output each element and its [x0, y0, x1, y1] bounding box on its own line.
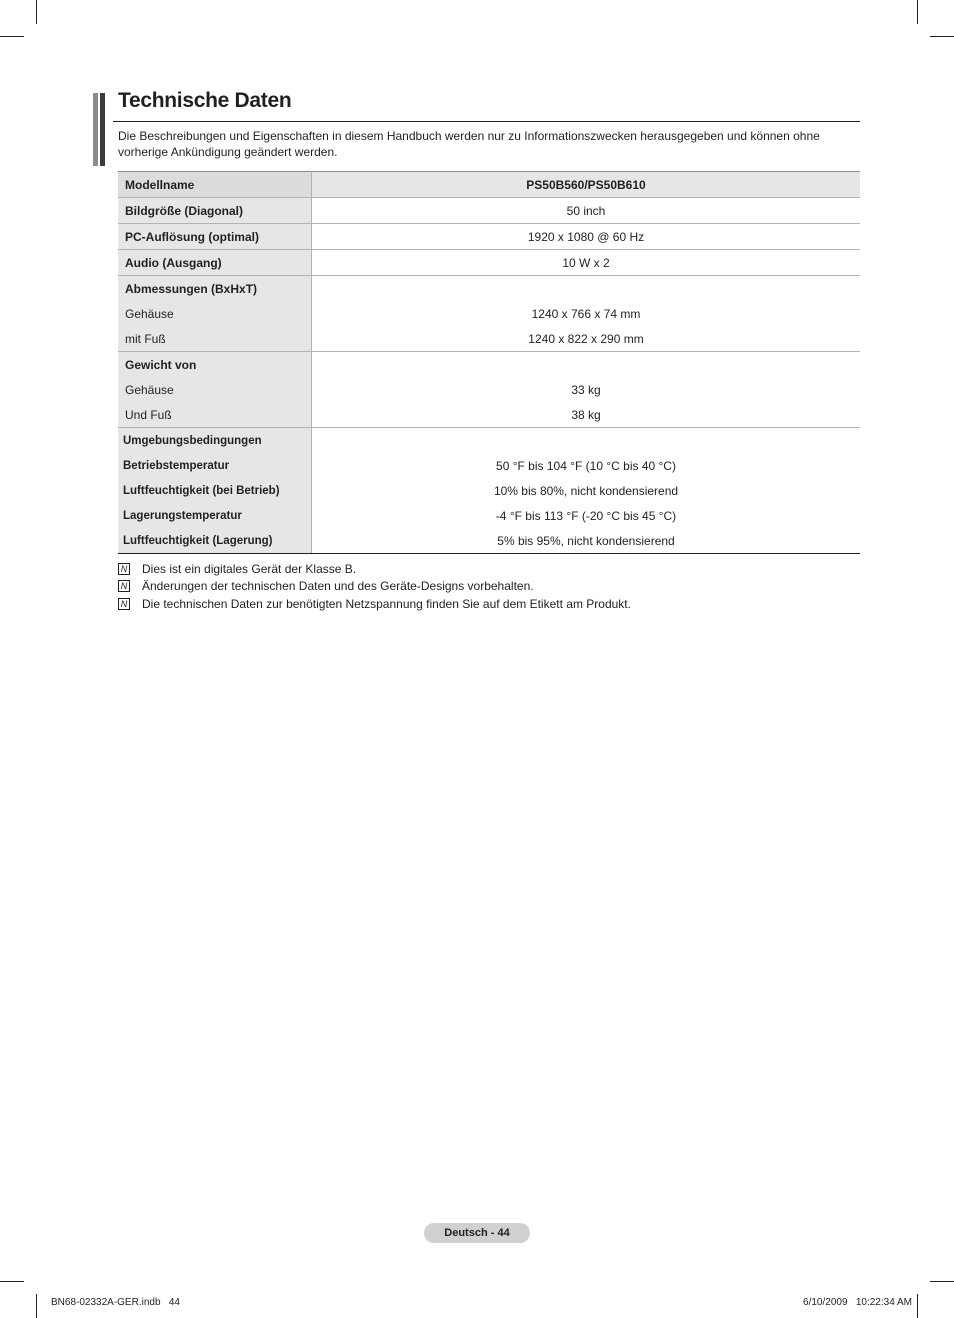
spec-label: Luftfeuchtigkeit (bei Betrieb): [118, 478, 312, 503]
spec-value: 1920 x 1080 @ 60 Hz: [312, 224, 861, 250]
spec-group-label: Gewicht von: [118, 352, 312, 378]
table-row: [118, 428, 860, 454]
table-row: [118, 326, 860, 352]
footer-timestamp: 6/10/2009 10:22:34 AM: [803, 1297, 912, 1308]
page-title: Technische Daten: [118, 89, 292, 112]
table-row: [118, 528, 860, 554]
spec-value: [312, 428, 861, 454]
crop-mark: [930, 1281, 954, 1282]
spec-label: Und Fuß: [118, 402, 312, 428]
spec-table: [118, 171, 860, 554]
table-row: [118, 224, 860, 250]
spec-label: Betriebstemperatur: [118, 453, 312, 478]
page-number: Deutsch - 44: [424, 1223, 530, 1243]
note-icon: N: [118, 563, 130, 575]
spec-label: Gehäuse: [118, 377, 312, 402]
spec-label: Gehäuse: [118, 301, 312, 326]
spec-value: 50 inch: [312, 198, 861, 224]
spec-group-label: Abmessungen (BxHxT): [118, 276, 312, 302]
crop-mark: [917, 1294, 918, 1318]
list-item: [118, 595, 631, 613]
note-icon: N: [118, 580, 130, 592]
table-row: [118, 402, 860, 428]
table-row: [118, 276, 860, 302]
spec-label: Modellname: [118, 172, 312, 198]
intro-text: Die Beschreibungen und Eigenschaften in diesem Handbuch werden nur zu Informationszwecken herausgegeben und können ohne vorherige Ankündigung geändert werden.: [118, 129, 820, 159]
note-text: Dies ist ein digitales Gerät der Klasse B.: [142, 561, 357, 576]
title-accent-bar: [100, 93, 105, 166]
crop-mark: [36, 0, 37, 24]
spec-value: 10% bis 80%, nicht kondensierend: [493, 483, 679, 498]
table-row: [118, 352, 860, 378]
table-row: [118, 198, 860, 224]
table-row: [118, 377, 860, 402]
table-row: [118, 478, 860, 503]
spec-value: 50 °F bis 104 °F (10 °C bis 40 °C): [496, 458, 676, 473]
spec-value: 10 W x 2: [312, 250, 861, 276]
notes-list: [118, 560, 631, 613]
spec-value: -4 °F bis 113 °F (-20 °C bis 45 °C): [495, 508, 677, 523]
spec-value: 38 kg: [571, 407, 601, 422]
spec-value: [312, 352, 861, 378]
footer-file: BN68-02332A-GER.indb 44: [51, 1297, 180, 1308]
list-item: [118, 578, 631, 596]
spec-value: 1240 x 822 x 290 mm: [528, 331, 644, 346]
note-text: Die technischen Daten zur benötigten Netzspannung finden Sie auf dem Etikett am Produkt.: [142, 596, 631, 611]
crop-mark: [0, 1281, 24, 1282]
spec-label: Lagerungstemperatur: [118, 503, 312, 528]
note-icon: N: [118, 598, 130, 610]
title-accent-bar: [93, 93, 98, 166]
spec-value: PS50B560/PS50B610: [312, 172, 861, 198]
crop-mark: [930, 36, 954, 37]
table-row: [118, 172, 860, 198]
spec-label: Audio (Ausgang): [118, 250, 312, 276]
spec-label: Bildgröße (Diagonal): [118, 198, 312, 224]
crop-mark: [0, 36, 24, 37]
spec-value: [312, 276, 861, 302]
crop-mark: [36, 1294, 37, 1318]
spec-group-label: Umgebungsbedingungen: [118, 428, 312, 454]
spec-value: 1240 x 766 x 74 mm: [531, 306, 641, 321]
note-text: Änderungen der technischen Daten und des Geräte-Designs vorbehalten.: [142, 579, 534, 594]
spec-label: PC-Auflösung (optimal): [118, 224, 312, 250]
table-row: [118, 503, 860, 528]
spec-label: Luftfeuchtigkeit (Lagerung): [118, 528, 312, 554]
table-row: [118, 250, 860, 276]
spec-label: mit Fuß: [118, 326, 312, 352]
crop-mark: [917, 0, 918, 24]
table-row: [118, 453, 860, 478]
title-divider: [113, 121, 860, 122]
spec-value: 33 kg: [571, 382, 601, 397]
table-row: [118, 301, 860, 326]
spec-value: 5% bis 95%, nicht kondensierend: [312, 528, 861, 554]
list-item: [118, 560, 631, 578]
